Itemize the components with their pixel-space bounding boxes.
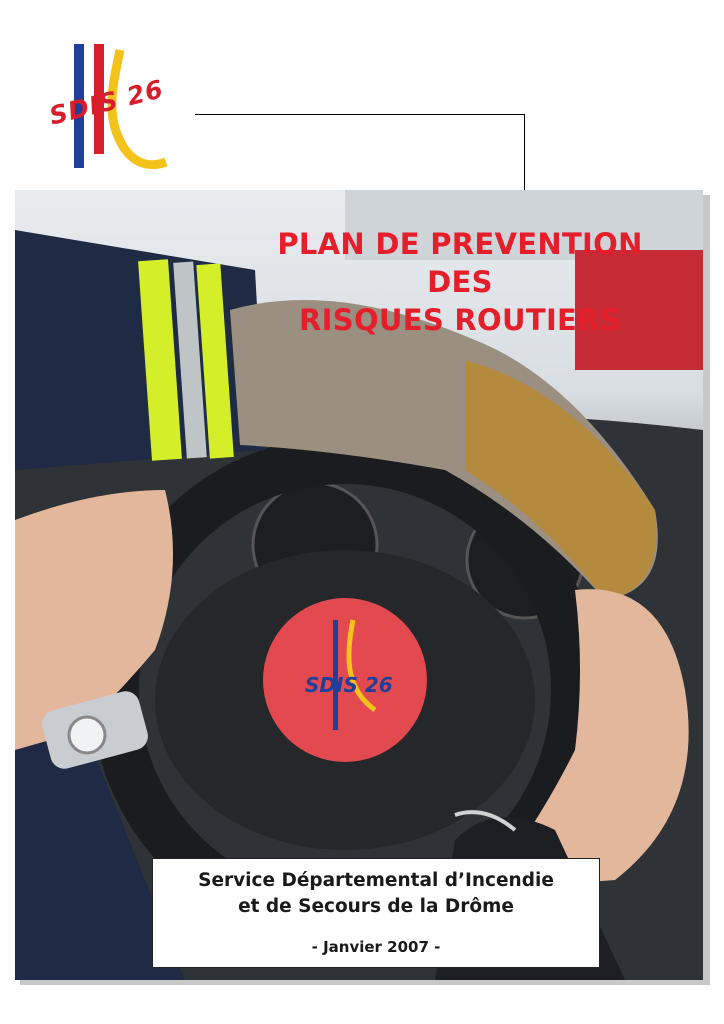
organization-name-line-2: et de Secours de la Drôme	[238, 896, 514, 917]
header-rule	[195, 114, 525, 115]
document-title	[240, 225, 680, 339]
publication-date: - Janvier 2007 -	[311, 938, 441, 956]
badge-text: SDIS 26	[305, 673, 393, 697]
title-line-2: DES	[427, 265, 493, 299]
organization-box	[152, 858, 600, 968]
title-line-1: PLAN DE PREVENTION	[277, 227, 643, 261]
organization-name-line-1: Service Départemental d’Incendie	[198, 870, 554, 891]
sdis26-logo	[46, 38, 180, 188]
logo-text: SDIS 26	[46, 74, 167, 131]
title-line-3: RISQUES ROUTIERS	[299, 303, 621, 337]
